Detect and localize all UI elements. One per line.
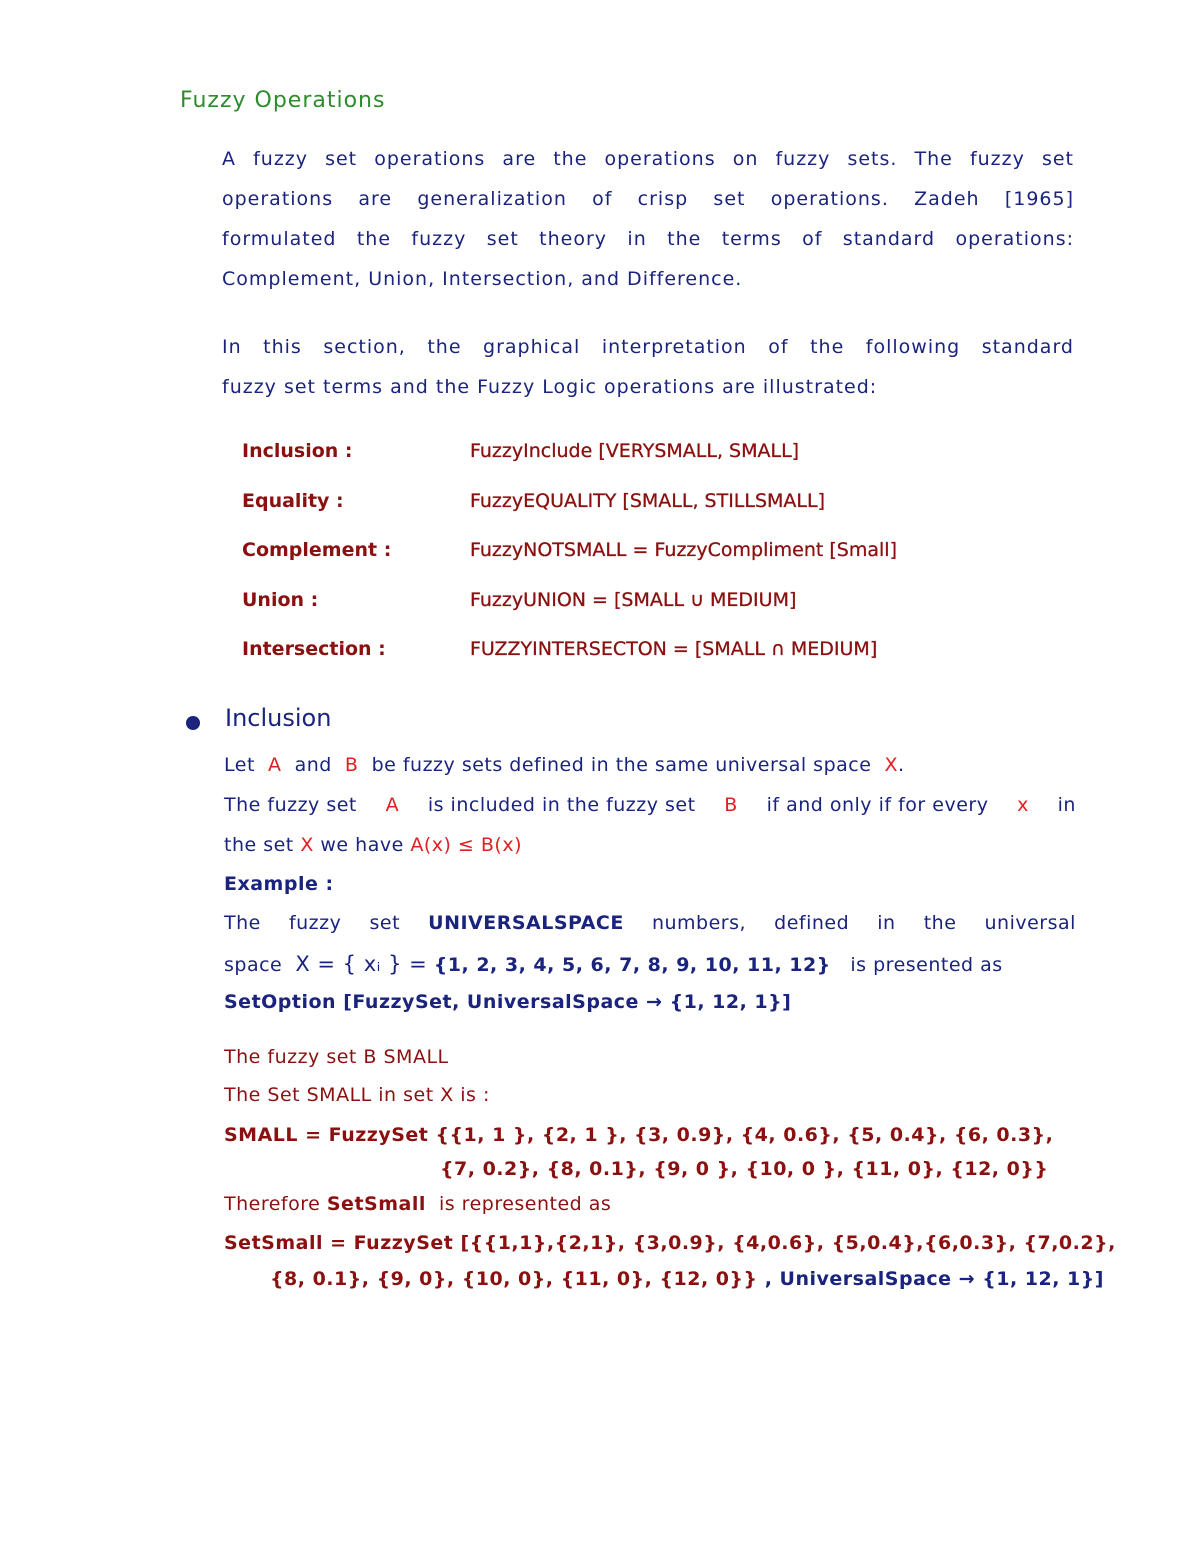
inclusion-body [224,754,1116,1314]
operation-label: Union : [242,589,319,611]
operation-label: Equality : [242,490,344,512]
section-paragraph [222,327,1074,407]
text: in [1057,794,1076,816]
section-line: fuzzy set terms and the Fuzzy Logic operations are illustrated: [222,376,878,398]
setsmall-term: SetSmall [326,1193,426,1215]
space-x: X [884,754,899,776]
set-expression: X = { xᵢ } = [295,952,428,976]
inclusion-heading: Inclusion [225,704,332,732]
word: the [923,912,957,934]
bullet-icon [186,716,200,730]
example-label: Example : [224,873,334,895]
example-line [224,912,1076,934]
word: The [224,912,261,934]
word: fuzzy [288,912,342,934]
text: space [224,954,283,976]
word: defined [774,912,850,934]
operation-value: FUZZYINTERSECTON = [SMALL ∩ MEDIUM] [470,638,878,660]
intro-line: operations are generalization of crisp set operations. Zadeh [1965] [222,188,1074,210]
operation-value: FuzzyEQUALITY [SMALL, STILLSMALL] [470,490,826,512]
text: {8, 0.1}, {9, 0}, {10, 0}, {11, 0}, {12, 0}} [270,1268,758,1290]
operation-label: Complement : [242,539,392,561]
operation-label: Inclusion : [242,440,353,462]
small-definition-line: SMALL = FuzzySet {{1, 1 }, {2, 1 }, {3, 0.9}, {4, 0.6}, {5, 0.4}, {6, 0.3}, [224,1124,1054,1146]
intro-line: A fuzzy set operations are the operations on fuzzy sets. The fuzzy set [222,148,1074,170]
example-line [224,952,1003,976]
definition-line [224,754,905,776]
setsmall-code-line: SetSmall = FuzzySet [{{1,1},{2,1}, {3,0.9}, {4,0.6}, {5,0.4},{6,0.3}, {7,0.2}, [224,1232,1116,1254]
text: Let [224,754,255,776]
word: set [369,912,401,934]
page-title: Fuzzy Operations [180,88,386,113]
word: numbers, [651,912,747,934]
text: is included in the fuzzy set [427,794,696,816]
operation-value: FuzzyNOTSMALL = FuzzyCompliment [Small] [470,539,897,561]
set-small-description: The Set SMALL in set X is : [224,1084,490,1106]
set-a: A [267,754,282,776]
universalspace-term: UNIVERSALSPACE [428,912,624,934]
text: be fuzzy sets defined in the same universal space [371,754,872,776]
element-x: x [1017,794,1029,816]
text: if and only if for every [766,794,989,816]
intro-line: formulated the fuzzy set theory in the terms of standard operations: [222,228,1074,250]
text: is presented as [850,954,1003,976]
word: universal [984,912,1076,934]
intro-line: Complement, Union, Intersection, and Difference. [222,268,743,290]
set-b: B [344,754,359,776]
setoption-code: SetOption [FuzzySet, UniversalSpace → {1, 12, 1}] [224,991,792,1013]
set-b: B [724,794,738,816]
operation-label: Intersection : [242,638,386,660]
word: in [877,912,896,934]
section-line: In this section, the graphical interpretation of the following standard [222,336,1074,358]
setsmall-code-line [270,1268,1104,1290]
text: and [294,754,332,776]
text: we have [320,834,404,856]
operation-value: FuzzyInclude [VERYSMALL, SMALL] [470,440,800,462]
space-x: X [300,834,314,856]
text: , UniversalSpace → {1, 12, 1}] [764,1268,1104,1290]
fuzzy-set-b-title: The fuzzy set B SMALL [224,1046,449,1068]
therefore-line [224,1193,611,1215]
text: the set [224,834,294,856]
definition-line [224,794,1076,816]
intro-paragraph [222,139,1074,299]
small-definition-line: {7, 0.2}, {8, 0.1}, {9, 0 }, {10, 0 }, {11, 0}, {12, 0}} [440,1158,1049,1180]
definition-line [224,834,522,856]
universal-values: {1, 2, 3, 4, 5, 6, 7, 8, 9, 10, 11, 12} [433,954,831,976]
operation-value: FuzzyUNION = [SMALL ∪ MEDIUM] [470,589,797,611]
inclusion-condition: A(x) ≤ B(x) [410,834,522,856]
set-a: A [385,794,400,816]
text: is represented as [438,1193,612,1215]
text: Therefore [224,1193,321,1215]
text: The fuzzy set [224,794,357,816]
text: . [898,754,905,776]
